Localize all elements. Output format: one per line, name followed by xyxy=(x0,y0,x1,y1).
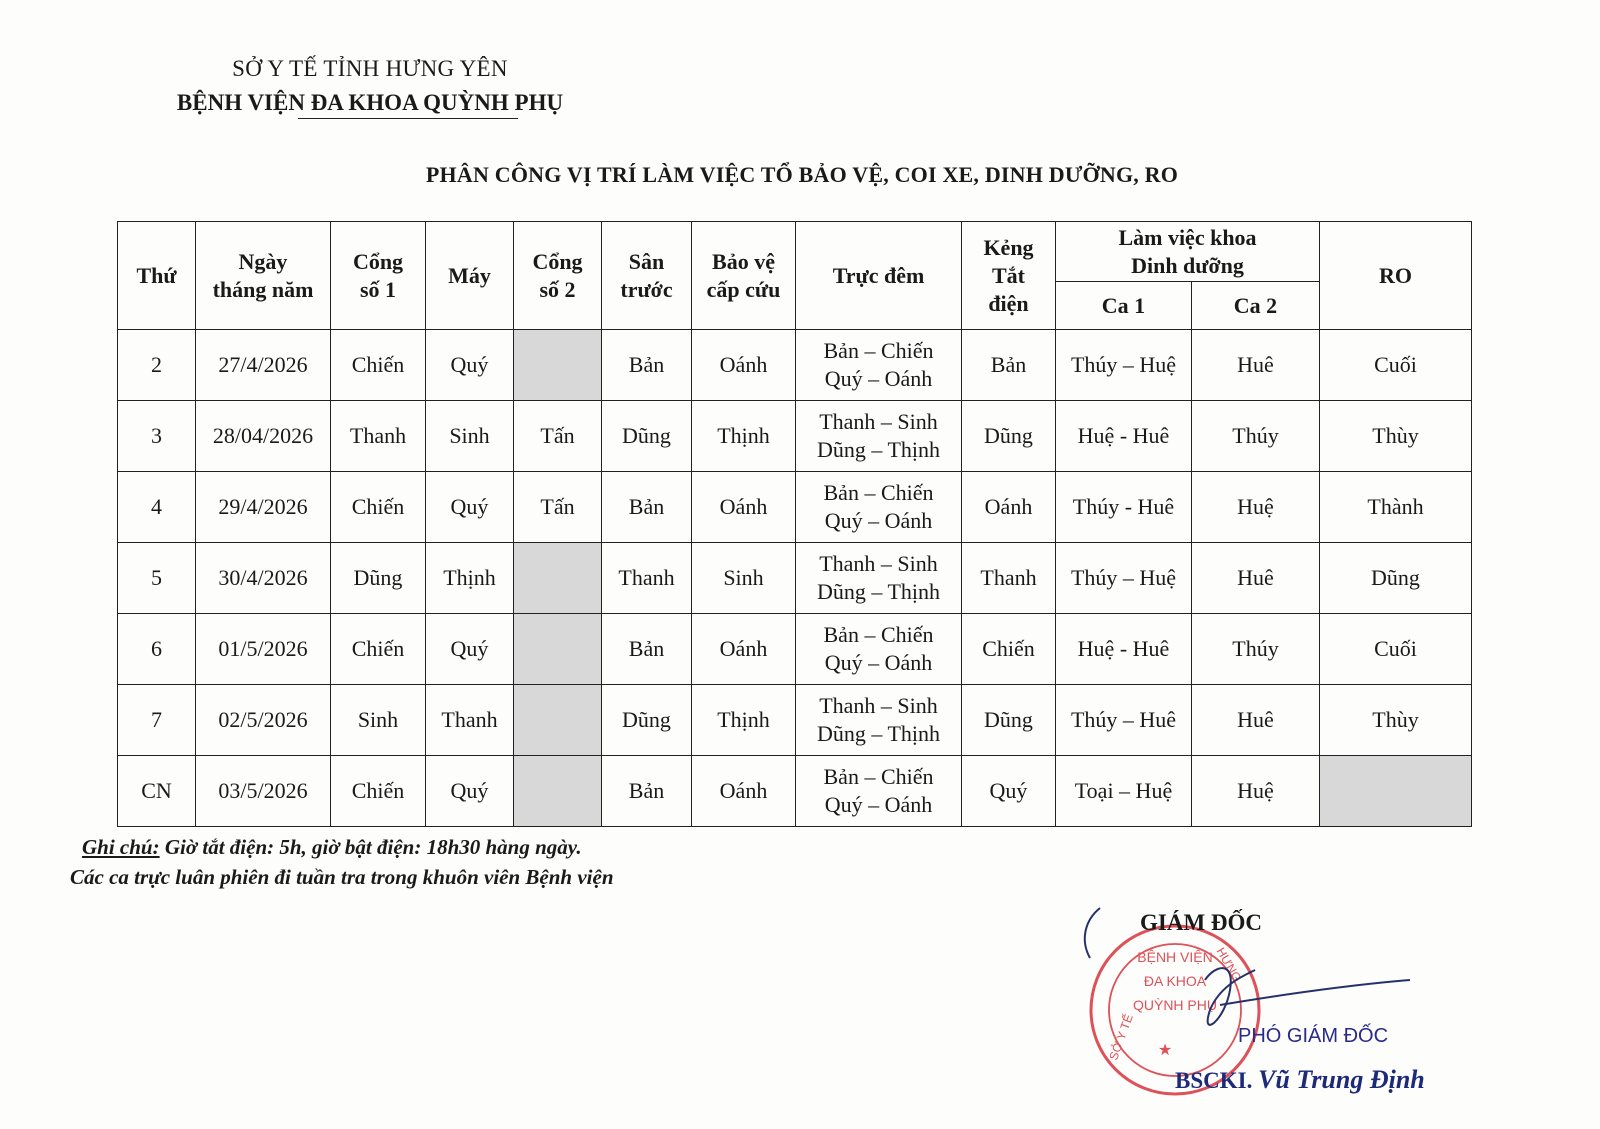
header-underline xyxy=(298,118,518,119)
table-row xyxy=(118,756,1472,827)
note-line-2: Các ca trực luân phiên đi tuần tra trong khuôn viên Bệnh viện xyxy=(70,865,614,889)
cell-baove: Thịnh xyxy=(692,685,796,756)
table-row xyxy=(118,614,1472,685)
svg-text:★: ★ xyxy=(1157,1042,1173,1059)
cell-ro xyxy=(1320,756,1472,827)
col-cong2: Cổng số 2 xyxy=(514,222,602,330)
cell-thu: CN xyxy=(118,756,196,827)
table-row xyxy=(118,330,1472,401)
cell-trucdem: Bản – Chiến Quý – Oánh xyxy=(796,756,962,827)
cell-cong2 xyxy=(514,614,602,685)
cell-baove: Oánh xyxy=(692,472,796,543)
note-text-1: Giờ tắt điện: 5h, giờ bật điện: 18h30 hàng ngày. xyxy=(164,835,582,859)
cell-ro: Cuối xyxy=(1320,330,1472,401)
cell-trucdem: Bản – Chiến Quý – Oánh xyxy=(796,330,962,401)
signature-block xyxy=(1080,900,1500,1120)
note-block xyxy=(70,832,614,892)
cell-san: Dũng xyxy=(602,685,692,756)
col-keng: Kẻng Tắt điện xyxy=(962,222,1056,330)
cell-cong2 xyxy=(514,685,602,756)
col-may: Máy xyxy=(426,222,514,330)
cell-ca1: Huệ - Huê xyxy=(1056,614,1192,685)
cell-san: Bản xyxy=(602,472,692,543)
svg-text:HƯNG: HƯNG xyxy=(1213,945,1245,985)
cell-ca1: Toại – Huệ xyxy=(1056,756,1192,827)
cell-trucdem: Bản – Chiến Quý – Oánh xyxy=(796,614,962,685)
cell-ca1: Thúy – Huệ xyxy=(1056,543,1192,614)
cell-cong1: Chiến xyxy=(331,756,426,827)
cell-thu: 7 xyxy=(118,685,196,756)
cell-ca2: Huê xyxy=(1192,543,1320,614)
col-ca2: Ca 2 xyxy=(1192,282,1320,330)
cell-ngay: 27/4/2026 xyxy=(196,330,331,401)
cell-cong2 xyxy=(514,330,602,401)
cell-ngay: 02/5/2026 xyxy=(196,685,331,756)
cell-ro: Thùy xyxy=(1320,401,1472,472)
cell-keng: Quý xyxy=(962,756,1056,827)
cell-san: Bản xyxy=(602,614,692,685)
table-row xyxy=(118,685,1472,756)
cell-ca1: Thúy - Huê xyxy=(1056,472,1192,543)
hospital-name: BỆNH VIỆN ĐA KHOA QUỲNH PHỤ xyxy=(176,90,564,115)
col-ro: RO xyxy=(1320,222,1472,330)
schedule-table xyxy=(117,221,1472,827)
cell-thu: 5 xyxy=(118,543,196,614)
col-san-truoc: Sân trước xyxy=(602,222,692,330)
col-bao-ve: Bảo vệ cấp cứu xyxy=(692,222,796,330)
cell-cong1: Chiến xyxy=(331,472,426,543)
cell-ca2: Huệ xyxy=(1192,472,1320,543)
col-ca1: Ca 1 xyxy=(1056,282,1192,330)
cell-thu: 6 xyxy=(118,614,196,685)
cell-ca2: Huê xyxy=(1192,685,1320,756)
cell-baove: Sinh xyxy=(692,543,796,614)
cell-baove: Oánh xyxy=(692,756,796,827)
cell-cong1: Dũng xyxy=(331,543,426,614)
header-row xyxy=(118,222,1472,282)
cell-keng: Bản xyxy=(962,330,1056,401)
cell-san: Bản xyxy=(602,330,692,401)
cell-keng: Dũng xyxy=(962,685,1056,756)
cell-may: Quý xyxy=(426,756,514,827)
note-line-1 xyxy=(70,832,614,862)
cell-san: Dũng xyxy=(602,401,692,472)
svg-text:SỞ Y TẾ: SỞ Y TẾ xyxy=(1106,1012,1136,1062)
table-row xyxy=(118,472,1472,543)
cell-ro: Cuối xyxy=(1320,614,1472,685)
svg-text:ĐA KHOA: ĐA KHOA xyxy=(1143,973,1207,989)
cell-ca2: Huê xyxy=(1192,330,1320,401)
cell-ca1: Thúy – Huệ xyxy=(1056,330,1192,401)
cell-ca2: Huệ xyxy=(1192,756,1320,827)
cell-trucdem: Bản – Chiến Quý – Oánh xyxy=(796,472,962,543)
director-title: GIÁM ĐỐC xyxy=(1140,910,1263,935)
svg-text:BỆNH VIỆN: BỆNH VIỆN xyxy=(1137,949,1213,965)
cell-thu: 2 xyxy=(118,330,196,401)
cell-ro: Dũng xyxy=(1320,543,1472,614)
note-label: Ghi chú: xyxy=(82,835,160,859)
cell-keng: Dũng xyxy=(962,401,1056,472)
cell-baove: Oánh xyxy=(692,614,796,685)
cell-ca2: Thúy xyxy=(1192,614,1320,685)
col-thu: Thứ xyxy=(118,222,196,330)
table-row xyxy=(118,543,1472,614)
vice-director-title: PHÓ GIÁM ĐỐC xyxy=(1238,1025,1389,1047)
cell-cong2 xyxy=(514,756,602,827)
cell-cong2: Tấn xyxy=(514,401,602,472)
cell-ngay: 30/4/2026 xyxy=(196,543,331,614)
cell-thu: 3 xyxy=(118,401,196,472)
col-ngay: Ngày tháng năm xyxy=(196,222,331,330)
cell-cong1: Chiến xyxy=(331,330,426,401)
cell-may: Quý xyxy=(426,330,514,401)
cell-ca1: Huệ - Huê xyxy=(1056,401,1192,472)
cell-ro: Thành xyxy=(1320,472,1472,543)
cell-ngay: 01/5/2026 xyxy=(196,614,331,685)
cell-trucdem: Thanh – Sinh Dũng – Thịnh xyxy=(796,543,962,614)
table-row xyxy=(118,401,1472,472)
cell-cong1: Chiến xyxy=(331,614,426,685)
col-truc-dem: Trực đêm xyxy=(796,222,962,330)
cell-keng: Oánh xyxy=(962,472,1056,543)
cell-cong2 xyxy=(514,543,602,614)
col-cong1: Cổng số 1 xyxy=(331,222,426,330)
cell-ro: Thùy xyxy=(1320,685,1472,756)
cell-keng: Chiến xyxy=(962,614,1056,685)
cell-may: Thịnh xyxy=(426,543,514,614)
department-name: SỞ Y TẾ TỈNH HƯNG YÊN xyxy=(232,56,508,81)
cell-baove: Oánh xyxy=(692,330,796,401)
cell-ca2: Thúy xyxy=(1192,401,1320,472)
cell-san: Bản xyxy=(602,756,692,827)
cell-may: Quý xyxy=(426,472,514,543)
cell-ca1: Thúy – Huê xyxy=(1056,685,1192,756)
cell-thu: 4 xyxy=(118,472,196,543)
cell-may: Sinh xyxy=(426,401,514,472)
svg-text:QUỲNH PHỤ: QUỲNH PHỤ xyxy=(1132,997,1218,1013)
cell-cong2: Tấn xyxy=(514,472,602,543)
cell-ngay: 28/04/2026 xyxy=(196,401,331,472)
cell-may: Thanh xyxy=(426,685,514,756)
document-header xyxy=(140,56,600,119)
cell-trucdem: Thanh – Sinh Dũng – Thịnh xyxy=(796,401,962,472)
document-title: PHÂN CÔNG VỊ TRÍ LÀM VIỆC TỔ BẢO VỆ, COI XE, DINH DƯỠNG, RO xyxy=(425,162,1179,187)
col-dinh-duong: Làm việc khoa Dinh dưỡng xyxy=(1056,222,1320,282)
cell-san: Thanh xyxy=(602,543,692,614)
cell-ngay: 29/4/2026 xyxy=(196,472,331,543)
cell-keng: Thanh xyxy=(962,543,1056,614)
cell-cong1: Sinh xyxy=(331,685,426,756)
cell-ngay: 03/5/2026 xyxy=(196,756,331,827)
cell-may: Quý xyxy=(426,614,514,685)
cell-cong1: Thanh xyxy=(331,401,426,472)
cell-trucdem: Thanh – Sinh Dũng – Thịnh xyxy=(796,685,962,756)
signer-name: BSCKI. Vũ Trung Định xyxy=(1175,1065,1425,1094)
cell-baove: Thịnh xyxy=(692,401,796,472)
